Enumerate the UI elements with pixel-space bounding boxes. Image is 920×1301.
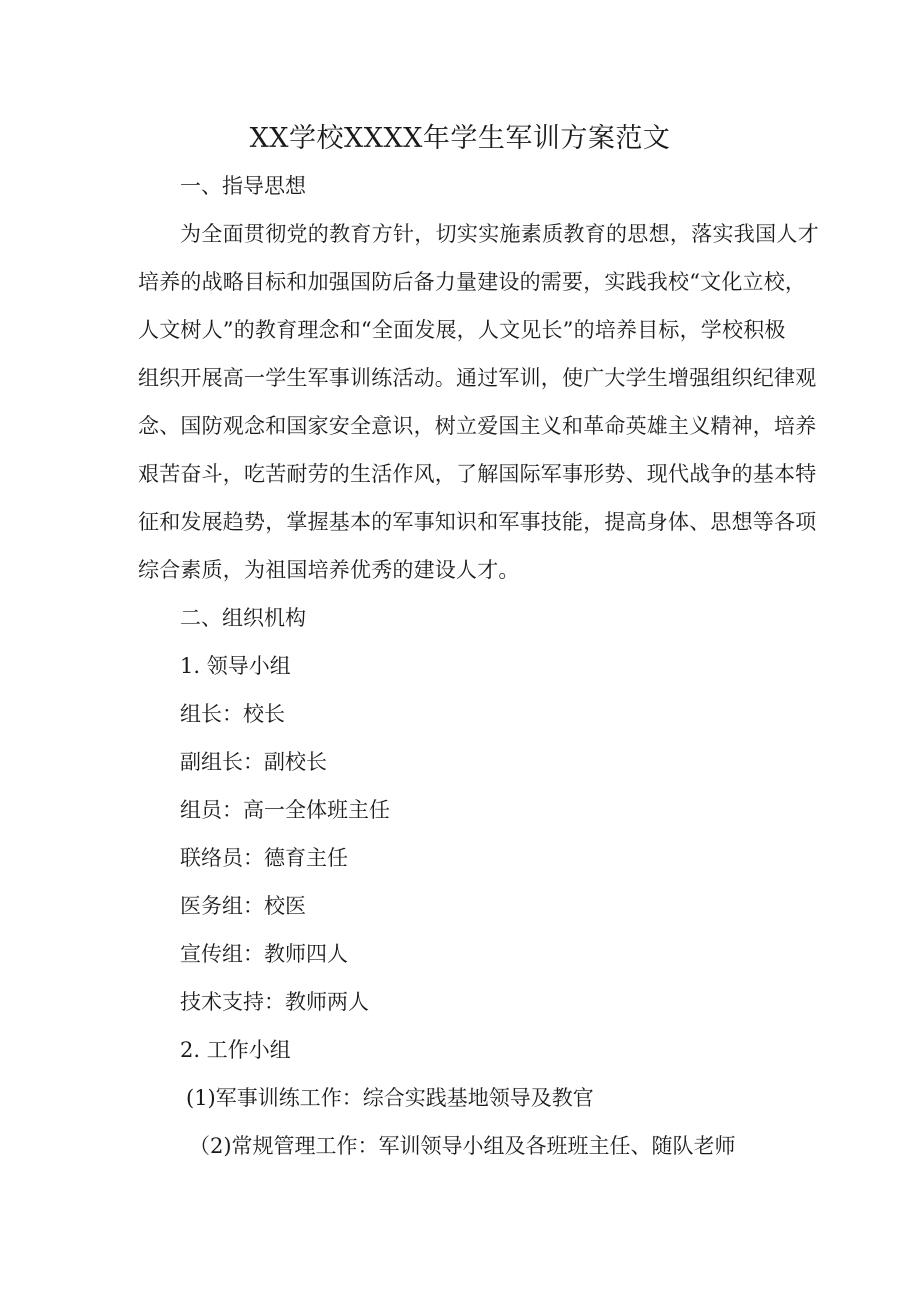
work-group-item: （2)常规管理工作：军训领导小组及各班班主任、随队老师 (189, 1134, 736, 1158)
document-title: XX学校XXXX年学生军训方案范文 (249, 123, 671, 154)
leader-group-member: 医务组：校医 (180, 894, 306, 918)
section-heading-organization: 二、组织机构 (180, 606, 306, 630)
leader-group-member: 组员：高一全体班主任 (180, 798, 390, 822)
work-group-item: (1)军事训练工作：综合实践基地领导及教官 (186, 1086, 594, 1110)
leader-group-member: 技术支持：教师两人 (180, 990, 369, 1014)
paragraph-line: 组织开展高一学生军事训练活动。通过军训，使广大学生增强组织纪律观 (138, 366, 817, 390)
leader-group-heading: 1. 领导小组 (180, 654, 291, 678)
paragraph-line: 综合素质，为祖国培养优秀的建设人才。 (138, 558, 520, 582)
leader-group-member: 副组长：副校长 (180, 750, 327, 774)
paragraph-line: 人文树人”的教育理念和“全面发展，人文见长”的培养目标，学校积极 (138, 318, 786, 342)
leader-group-member: 联络员：德育主任 (180, 846, 348, 870)
leader-group-member: 组长：校长 (180, 702, 285, 726)
paragraph-line: 培养的战略目标和加强国防后备力量建设的需要，实践我校“文化立校， (138, 270, 807, 294)
paragraph-line: 念、国防观念和国家安全意识，树立爱国主义和革命英雄主义精神，培养 (138, 414, 817, 438)
work-group-heading: 2. 工作小组 (180, 1038, 291, 1062)
section-heading-guiding-ideology: 一、指导思想 (180, 174, 306, 198)
paragraph-line: 为全面贯彻党的教育方针，切实实施素质教育的思想，落实我国人才 (180, 222, 819, 246)
paragraph-line: 征和发展趋势，掌握基本的军事知识和军事技能，提高身体、思想等各项 (138, 510, 817, 534)
leader-group-member: 宣传组：教师四人 (180, 942, 348, 966)
paragraph-line: 艰苦奋斗，吃苦耐劳的生活作风，了解国际军事形势、现代战争的基本特 (138, 462, 817, 486)
